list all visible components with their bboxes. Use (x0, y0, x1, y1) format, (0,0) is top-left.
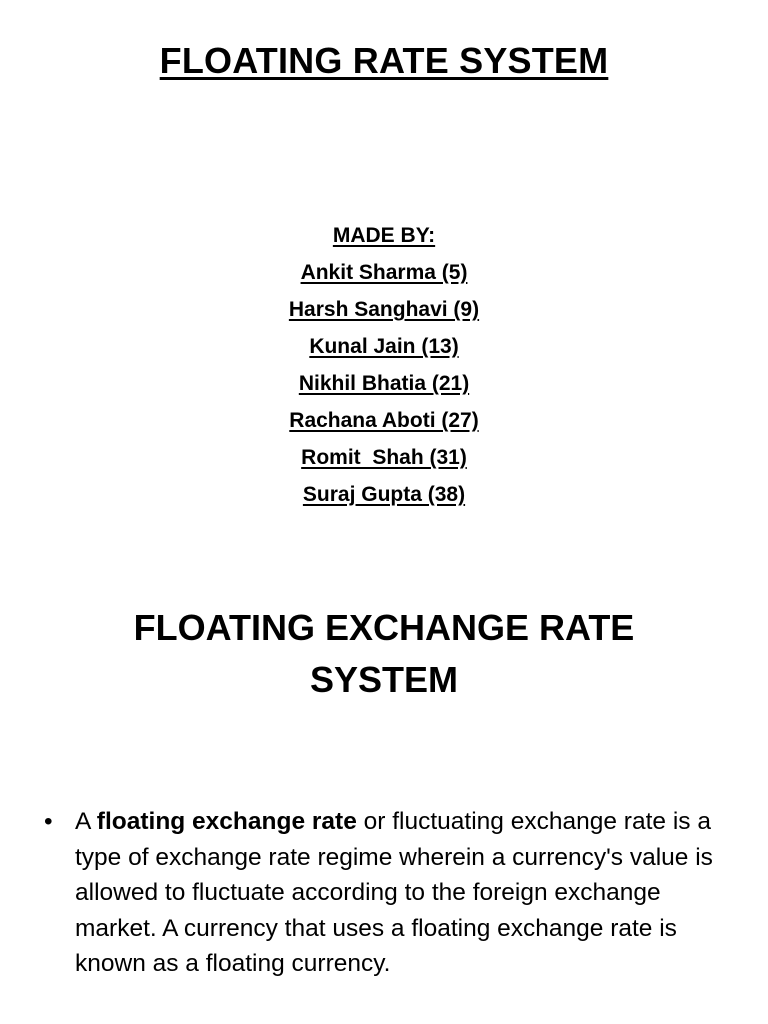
bullet-marker: • (44, 808, 53, 835)
author-item: Rachana Aboti (27) (289, 409, 479, 432)
author-item: Ankit Sharma (5) (300, 261, 468, 284)
section-title (0, 602, 768, 706)
page-title: FLOATING RATE SYSTEM (159, 40, 609, 81)
author-item: Nikhil Bhatia (21) (298, 372, 470, 395)
bullet-text (75, 804, 734, 982)
author-item: Harsh Sanghavi (9) (288, 298, 480, 321)
slide-definition (0, 560, 768, 1024)
section-title-line2: SYSTEM (309, 659, 459, 700)
bullet-item (44, 804, 734, 982)
bullet-term: floating exchange rate (96, 808, 357, 835)
bullet-rest: or fluctuating exchange rate is a type of exchange rate regime wherein a currency's value is allowed to fluctuate according to the foreign exchange market. A currency that uses a floating exchange rate is known as a floating currency. (75, 808, 713, 977)
author-item: Suraj Gupta (38) (302, 483, 466, 506)
author-item: Romit Shah (31) (301, 446, 467, 469)
section-title-line1: FLOATING EXCHANGE RATE (133, 607, 635, 648)
author-list (0, 259, 768, 518)
made-by-label: MADE BY: (332, 224, 436, 247)
author-item: Kunal Jain (13) (309, 335, 459, 358)
bullet-lead: A (75, 808, 97, 835)
